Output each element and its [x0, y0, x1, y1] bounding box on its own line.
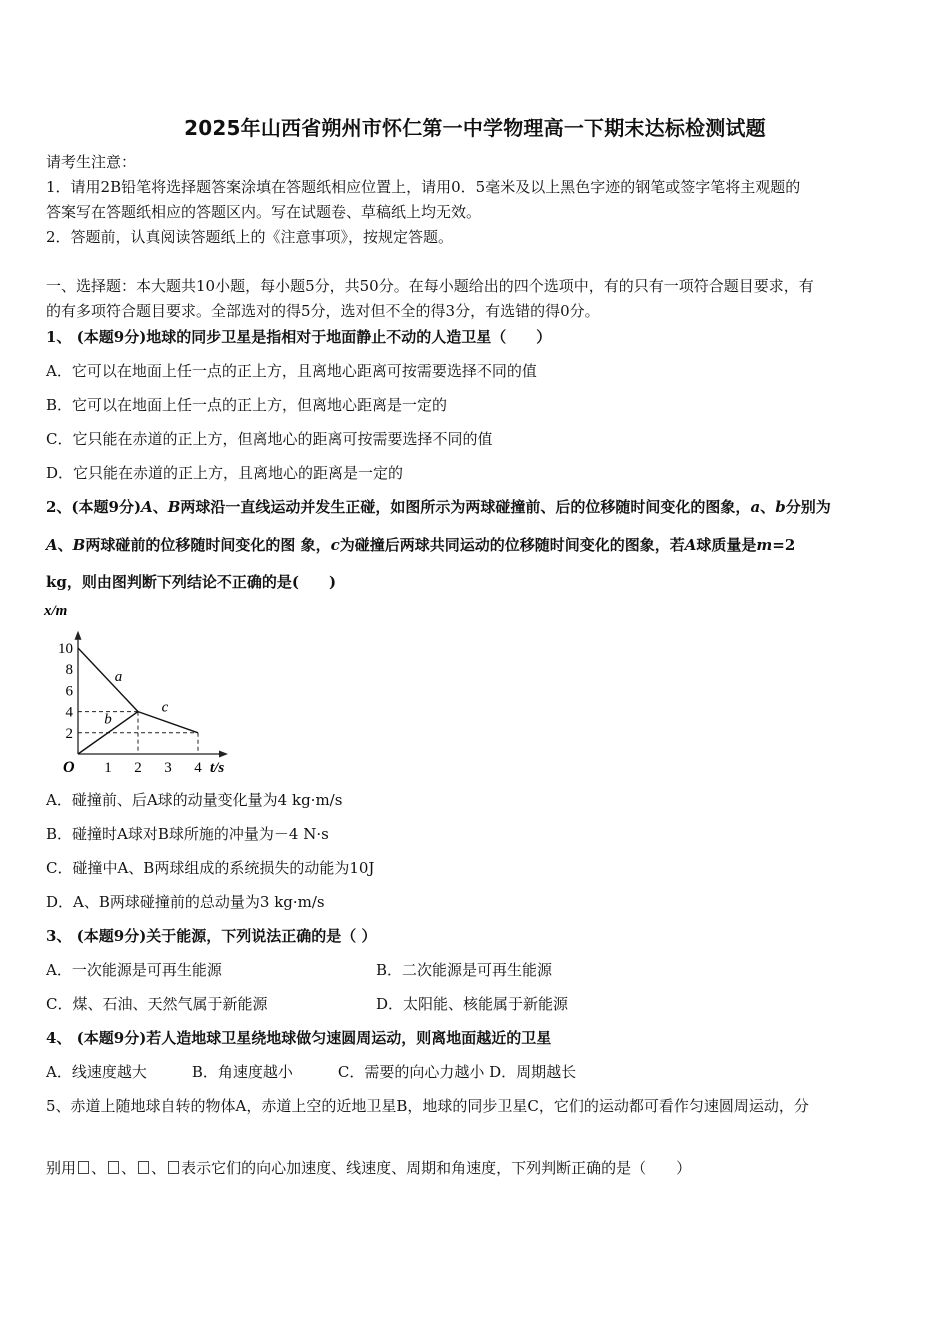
q1-option-d: D．它只能在赤道的正上方，且离地心的距离是一定的 — [46, 464, 404, 482]
section1-line1: 一、选择题：本大题共10小题，每小题5分，共50分。在每小题给出的四个选项中，有的只有一项符合题目要求，有 — [46, 277, 814, 295]
q4-stem: 4、 (本题9分)若人造地球卫星绕地球做匀速圆周运动，则离地面越近的卫星 — [46, 1029, 552, 1047]
q2-option-b: B．碰撞时A球对B球所施的冲量为－4 N·s — [46, 825, 329, 843]
x-axis-arrow — [219, 751, 228, 758]
missing-symbol-box — [168, 1161, 179, 1174]
q2-option-d: D．A、B两球碰撞前的总动量为3 kg·m/s — [46, 893, 325, 911]
y-tick-label: 10 — [58, 641, 73, 657]
x-tick-label: 1 — [104, 760, 112, 776]
q5-line2: 别用 、 、 、 表示它们的向心加速度、线速度、周期和角速度，下列判断正确的是（ ） — [46, 1159, 692, 1177]
notice-item1-line2: 答案写在答题纸相应的答题区内。写在试题卷、草稿纸上均无效。 — [46, 203, 482, 221]
series-label-c: c — [161, 699, 169, 716]
notice-item1-line1: 1．请用2B铅笔将选择题答案涂填在答题纸相应位置上，请用0．5毫米及以上黑色字迹的钢笔或签字笔将主观题的 — [46, 178, 801, 196]
q1-stem: 1、 (本题9分)地球的同步卫星是指相对于地面静止不动的人造卫星（ ） — [46, 328, 552, 346]
series-label-a: a — [114, 668, 123, 685]
series-label-b: b — [104, 711, 112, 728]
page-title: 2025年山西省朔州市怀仁第一中学物理高一下期末达标检测试题 — [184, 116, 766, 140]
q3-option-d: D．太阳能、核能属于新能源 — [376, 995, 569, 1013]
missing-symbol-box — [138, 1161, 149, 1174]
q2-stem-line1: 2、(本题9分)A、B两球沿一直线运动并发生正碰，如图所示为两球碰撞前、后的位移随时间变化的图象，a、b分别为 — [46, 498, 831, 516]
x-tick-label: 3 — [164, 760, 172, 776]
notice-item2: 2．答题前，认真阅读答题纸上的《注意事项》，按规定答题。 — [46, 228, 454, 246]
series-line-a — [78, 648, 138, 712]
q2-stem-line3: kg，则由图判断下列结论不正确的是( ) — [46, 573, 337, 591]
q4-options: A．线速度越大 B．角速度越小 C．需要的向心力越小 D．周期越长 — [46, 1063, 577, 1081]
y-axis-arrow — [75, 631, 82, 640]
missing-symbol-box — [78, 1161, 89, 1174]
q1-option-b: B．它可以在地面上任一点的正上方，但离地心距离是一定的 — [46, 396, 448, 414]
missing-symbol-box — [108, 1161, 119, 1174]
x-tick-label: 4 — [194, 760, 202, 776]
y-tick-label: 2 — [65, 725, 73, 742]
q3-stem: 3、 (本题9分)关于能源，下列说法正确的是（ ） — [46, 927, 377, 945]
origin-label: O — [63, 759, 75, 776]
y-tick-label: 4 — [65, 704, 73, 721]
q3-option-c: C．煤、石油、天然气属于新能源 — [46, 995, 268, 1013]
notice-heading: 请考生注意： — [46, 153, 137, 171]
y-tick-label: 8 — [65, 662, 73, 679]
q5-line1: 5、赤道上随地球自转的物体A，赤道上空的近地卫星B，地球的同步卫星C，它们的运动都可看作匀速圆周运动，分 — [46, 1097, 809, 1115]
x-tick-label: 2 — [134, 760, 142, 776]
q3-option-b: B．二次能源是可再生能源 — [376, 961, 553, 979]
displacement-time-chart — [40, 600, 250, 780]
y-axis-label: x/m — [44, 603, 68, 619]
x-axis-label: t/s — [210, 760, 225, 776]
q2-stem-line2: A、B两球碰前的位移随时间变化的图 象，c为碰撞后两球共同运动的位移随时间变化的图象，若A球质量是m=2 — [46, 536, 796, 554]
q1-option-c: C．它只能在赤道的正上方，但离地心的距离可按需要选择不同的值 — [46, 430, 493, 448]
q3-option-a: A．一次能源是可再生能源 — [46, 961, 222, 979]
q2-option-c: C．碰撞中A、B两球组成的系统损失的动能为10J — [46, 859, 375, 877]
section1-line2: 的有多项符合题目要求。全部选对的得5分，选对但不全的得3分，有选错的得0分。 — [46, 302, 600, 320]
q1-option-a: A．它可以在地面上任一点的正上方，且离地心距离可按需要选择不同的值 — [46, 362, 537, 380]
q2-option-a: A．碰撞前、后A球的动量变化量为4 kg·m/s — [46, 791, 343, 809]
y-tick-label: 6 — [65, 683, 73, 700]
